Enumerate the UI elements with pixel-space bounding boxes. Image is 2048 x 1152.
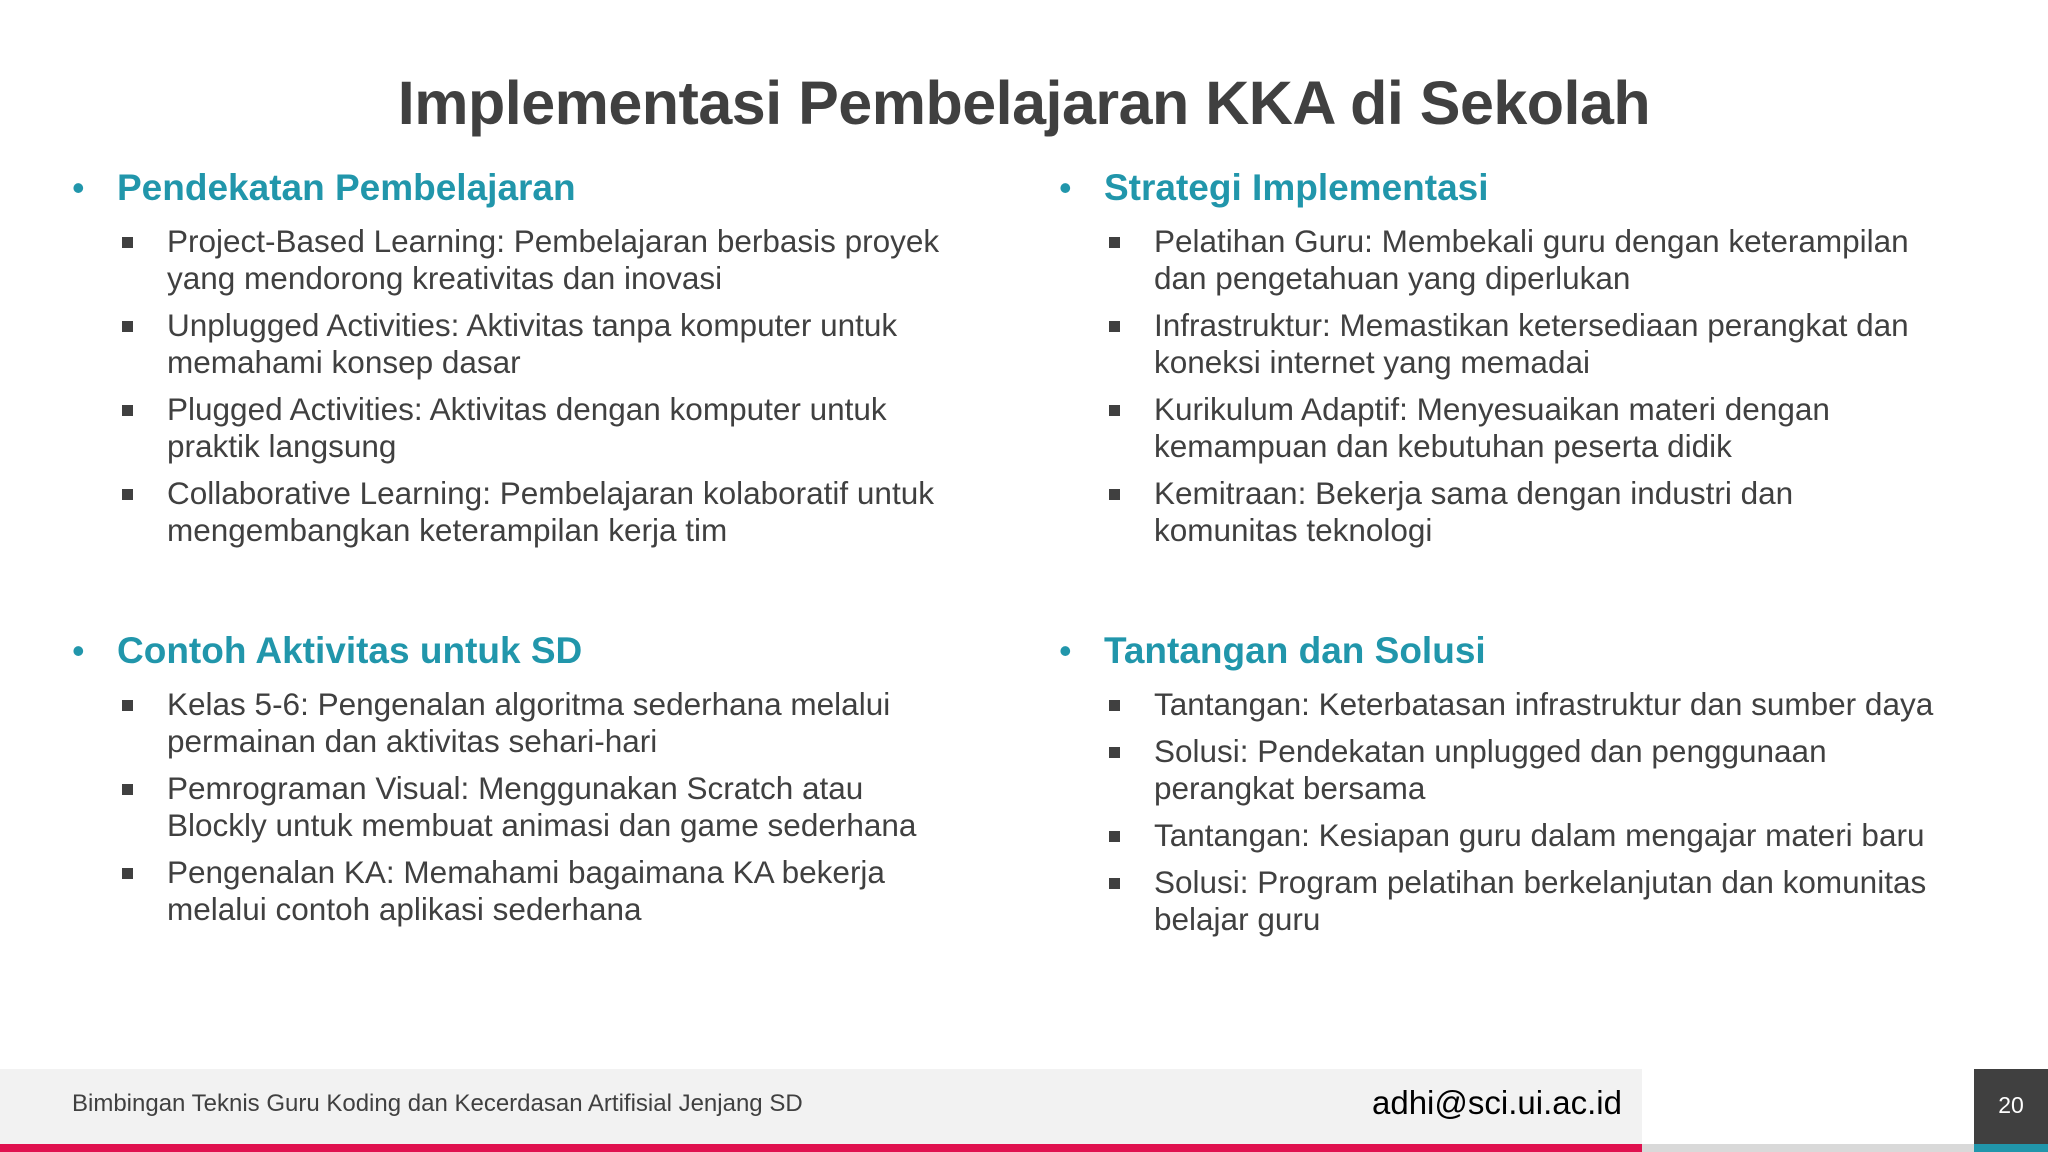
square-bullet-icon xyxy=(122,321,133,332)
section-title: Tantangan dan Solusi xyxy=(1104,630,1486,671)
list-item: Tantangan: Keterbatasan infrastruktur dan sumber daya xyxy=(1059,686,1979,723)
section-title: Strategi Implementasi xyxy=(1104,167,1489,208)
square-bullet-icon xyxy=(1109,405,1120,416)
footer-email: adhi@sci.ui.ac.id xyxy=(1372,1084,1622,1121)
list-item: Unplugged Activities: Aktivitas tanpa komputer untuk memahami konsep dasar xyxy=(72,307,992,381)
bullet-list xyxy=(72,686,992,928)
list-item: Infrastruktur: Memastikan ketersediaan perangkat dan koneksi internet yang memadai xyxy=(1059,307,1979,381)
slide-title: Implementasi Pembelajaran KKA di Sekolah xyxy=(397,69,1651,137)
square-bullet-icon xyxy=(122,489,133,500)
section-heading xyxy=(72,163,992,213)
bullet-list xyxy=(72,223,992,549)
section-contoh-aktivitas xyxy=(72,626,992,928)
footer-accent-teal-line xyxy=(1974,1144,2048,1152)
list-item: Pengenalan KA: Memahami bagaimana KA bekerja melalui contoh aplikasi sederhana xyxy=(72,854,992,928)
square-bullet-icon xyxy=(122,700,133,711)
bullet-dot-icon: • xyxy=(1059,630,1072,671)
list-item: Pemrograman Visual: Menggunakan Scratch atau Blockly untuk membuat animasi dan game sederhana xyxy=(72,770,992,844)
footer-accent-red-line xyxy=(0,1144,1642,1152)
section-heading xyxy=(1059,163,1979,213)
list-item: Kelas 5-6: Pengenalan algoritma sederhana melalui permainan dan aktivitas sehari-hari xyxy=(72,686,992,760)
square-bullet-icon xyxy=(122,405,133,416)
bullet-dot-icon: • xyxy=(72,167,85,208)
list-item: Solusi: Program pelatihan berkelanjutan dan komunitas belajar guru xyxy=(1059,864,1979,938)
section-strategi xyxy=(1059,163,1979,549)
footer-accent-grey-line xyxy=(1642,1144,1974,1152)
section-title: Contoh Aktivitas untuk SD xyxy=(117,630,583,671)
list-item: Collaborative Learning: Pembelajaran kolaboratif untuk mengembangkan keterampilan kerja tim xyxy=(72,475,992,549)
section-tantangan xyxy=(1059,626,1979,938)
bullet-dot-icon: • xyxy=(1059,167,1072,208)
page-number: 20 xyxy=(1998,1092,2024,1118)
square-bullet-icon xyxy=(122,868,133,879)
list-item: Solusi: Pendekatan unplugged dan penggunaan perangkat bersama xyxy=(1059,733,1979,807)
list-item: Project-Based Learning: Pembelajaran berbasis proyek yang mendorong kreativitas dan inovasi xyxy=(72,223,992,297)
square-bullet-icon xyxy=(1109,237,1120,248)
square-bullet-icon xyxy=(1109,831,1120,842)
section-heading xyxy=(72,626,992,676)
square-bullet-icon xyxy=(1109,747,1120,758)
section-heading xyxy=(1059,626,1979,676)
list-item: Tantangan: Kesiapan guru dalam mengajar materi baru xyxy=(1059,817,1979,854)
footer-text: Bimbingan Teknis Guru Koding dan Kecerdasan Artifisial Jenjang SD xyxy=(72,1090,803,1117)
square-bullet-icon xyxy=(1109,489,1120,500)
list-item: Kemitraan: Bekerja sama dengan industri dan komunitas teknologi xyxy=(1059,475,1979,549)
list-item: Pelatihan Guru: Membekali guru dengan keterampilan dan pengetahuan yang diperlukan xyxy=(1059,223,1979,297)
list-item: Plugged Activities: Aktivitas dengan komputer untuk praktik langsung xyxy=(72,391,992,465)
square-bullet-icon xyxy=(122,237,133,248)
square-bullet-icon xyxy=(122,784,133,795)
section-pendekatan xyxy=(72,163,992,549)
section-title: Pendekatan Pembelajaran xyxy=(117,167,576,208)
list-item: Kurikulum Adaptif: Menyesuaikan materi dengan kemampuan dan kebutuhan peserta didik xyxy=(1059,391,1979,465)
square-bullet-icon xyxy=(1109,321,1120,332)
bullet-list xyxy=(1059,686,1979,938)
bullet-dot-icon: • xyxy=(72,630,85,671)
square-bullet-icon xyxy=(1109,878,1120,889)
bullet-list xyxy=(1059,223,1979,549)
square-bullet-icon xyxy=(1109,700,1120,711)
